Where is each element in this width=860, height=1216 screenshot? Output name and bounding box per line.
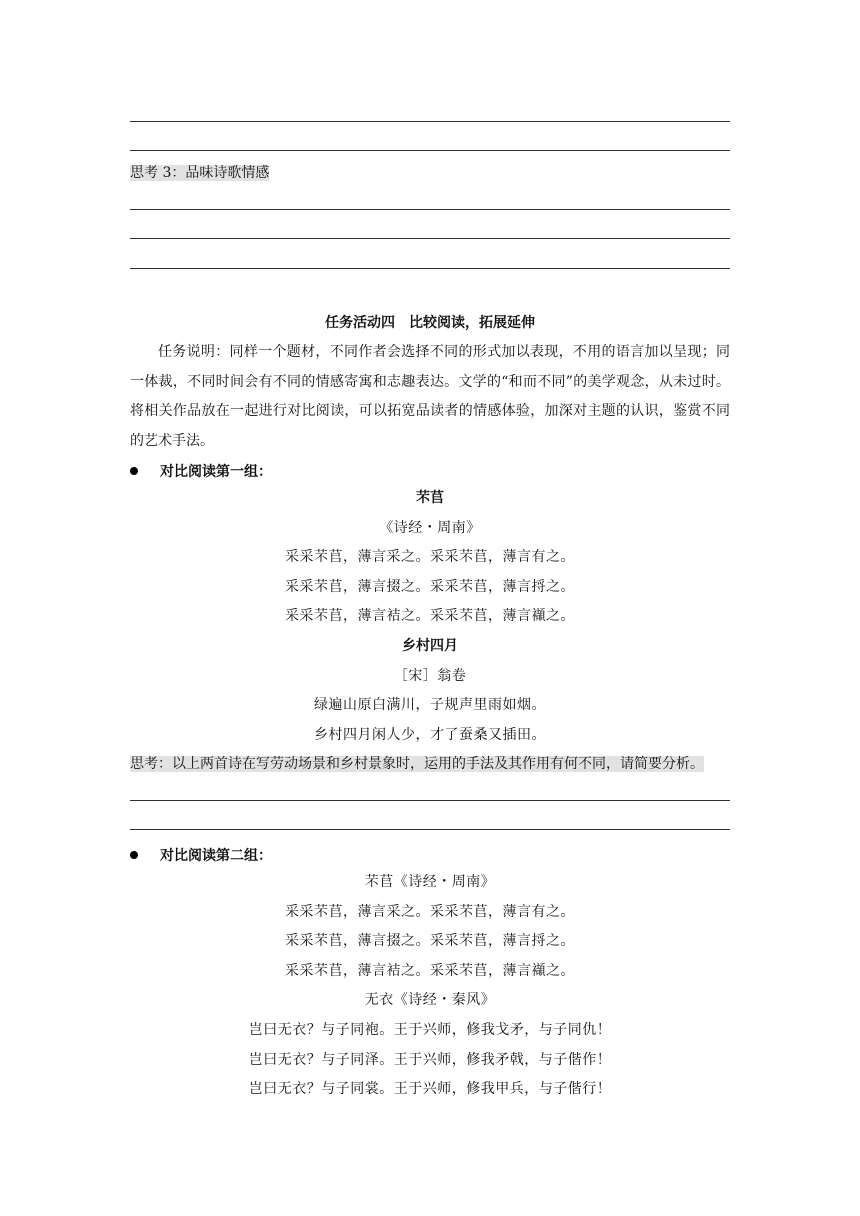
group1-question-text: 思考：以上两首诗在写劳动场景和乡村景象时，运用的手法及其作用有何不同，请简要分析。	[130, 756, 704, 772]
poem-heading: 无衣《诗经・秦风》	[364, 992, 496, 1009]
poem-line: 乡村四月闲人少，才了蚕桑又插田。	[314, 726, 546, 743]
poem-source: 《诗经・周南》	[379, 519, 481, 536]
poem-author: ［宋］翁卷	[393, 667, 467, 684]
bullet-icon	[130, 467, 138, 475]
answer-line	[130, 268, 730, 269]
poem-fuyi	[130, 484, 730, 750]
poem-group2	[130, 868, 730, 1105]
poem-title: 芣苢	[416, 490, 444, 506]
group1-heading	[130, 461, 272, 481]
task-description	[130, 338, 730, 456]
answer-line	[130, 238, 730, 239]
poem-line: 岂曰无衣？与子同袍。王于兴师，修我戈矛，与子同仇！	[248, 1021, 612, 1038]
think-3-prompt	[130, 163, 269, 183]
answer-line	[130, 209, 730, 210]
poem-line: 岂曰无衣？与子同泽。王于兴师，修我矛戟，与子偕作！	[248, 1051, 612, 1068]
poem-line: 采采芣苢，薄言袺之。采采芣苢，薄言襭之。	[285, 608, 575, 625]
poem-line: 采采芣苢，薄言掇之。采采芣苢，薄言捋之。	[285, 578, 575, 595]
group1-heading-text: 对比阅读第一组：	[160, 464, 272, 480]
section-title: 任务活动四 比较阅读，拓展延伸	[325, 315, 535, 331]
answer-line	[130, 150, 730, 151]
answer-line	[130, 829, 730, 830]
poem-line: 采采芣苢，薄言掇之。采采芣苢，薄言捋之。	[285, 933, 575, 950]
poem-title: 乡村四月	[402, 637, 458, 654]
answer-line	[130, 121, 730, 122]
think-3-text: 思考 3：品味诗歌情感	[130, 165, 270, 181]
group2-heading	[130, 845, 272, 865]
poem-line: 采采芣苢，薄言袺之。采采芣苢，薄言襭之。	[285, 962, 575, 979]
group1-question	[130, 754, 704, 774]
poem-heading: 芣苢《诗经・周南》	[364, 874, 496, 890]
poem-line: 绿遍山原白满川，子规声里雨如烟。	[314, 697, 546, 714]
answer-line	[130, 800, 730, 801]
task-description-text: 任务说明：同样一个题材，不同作者会选择不同的形式加以表现，不用的语言加以呈现；同一体裁，不同时间会有不同的情感寄寓和志趣表达。文学的“和而不同”的美学观念，从未过时。将相关作品放在一起进行对比阅读，可以拓宽品读者的情感体验，加深对主题的认识，鉴赏不同的艺术手法。	[130, 344, 730, 449]
bullet-icon	[130, 851, 138, 859]
group2-heading-text: 对比阅读第二组：	[160, 848, 272, 864]
poem-line: 岂曰无衣？与子同裳。王于兴师，修我甲兵，与子偕行！	[248, 1081, 612, 1098]
poem-line: 采采芣苢，薄言采之。采采芣苢，薄言有之。	[285, 903, 575, 920]
poem-line: 采采芣苢，薄言采之。采采芣苢，薄言有之。	[285, 549, 575, 566]
